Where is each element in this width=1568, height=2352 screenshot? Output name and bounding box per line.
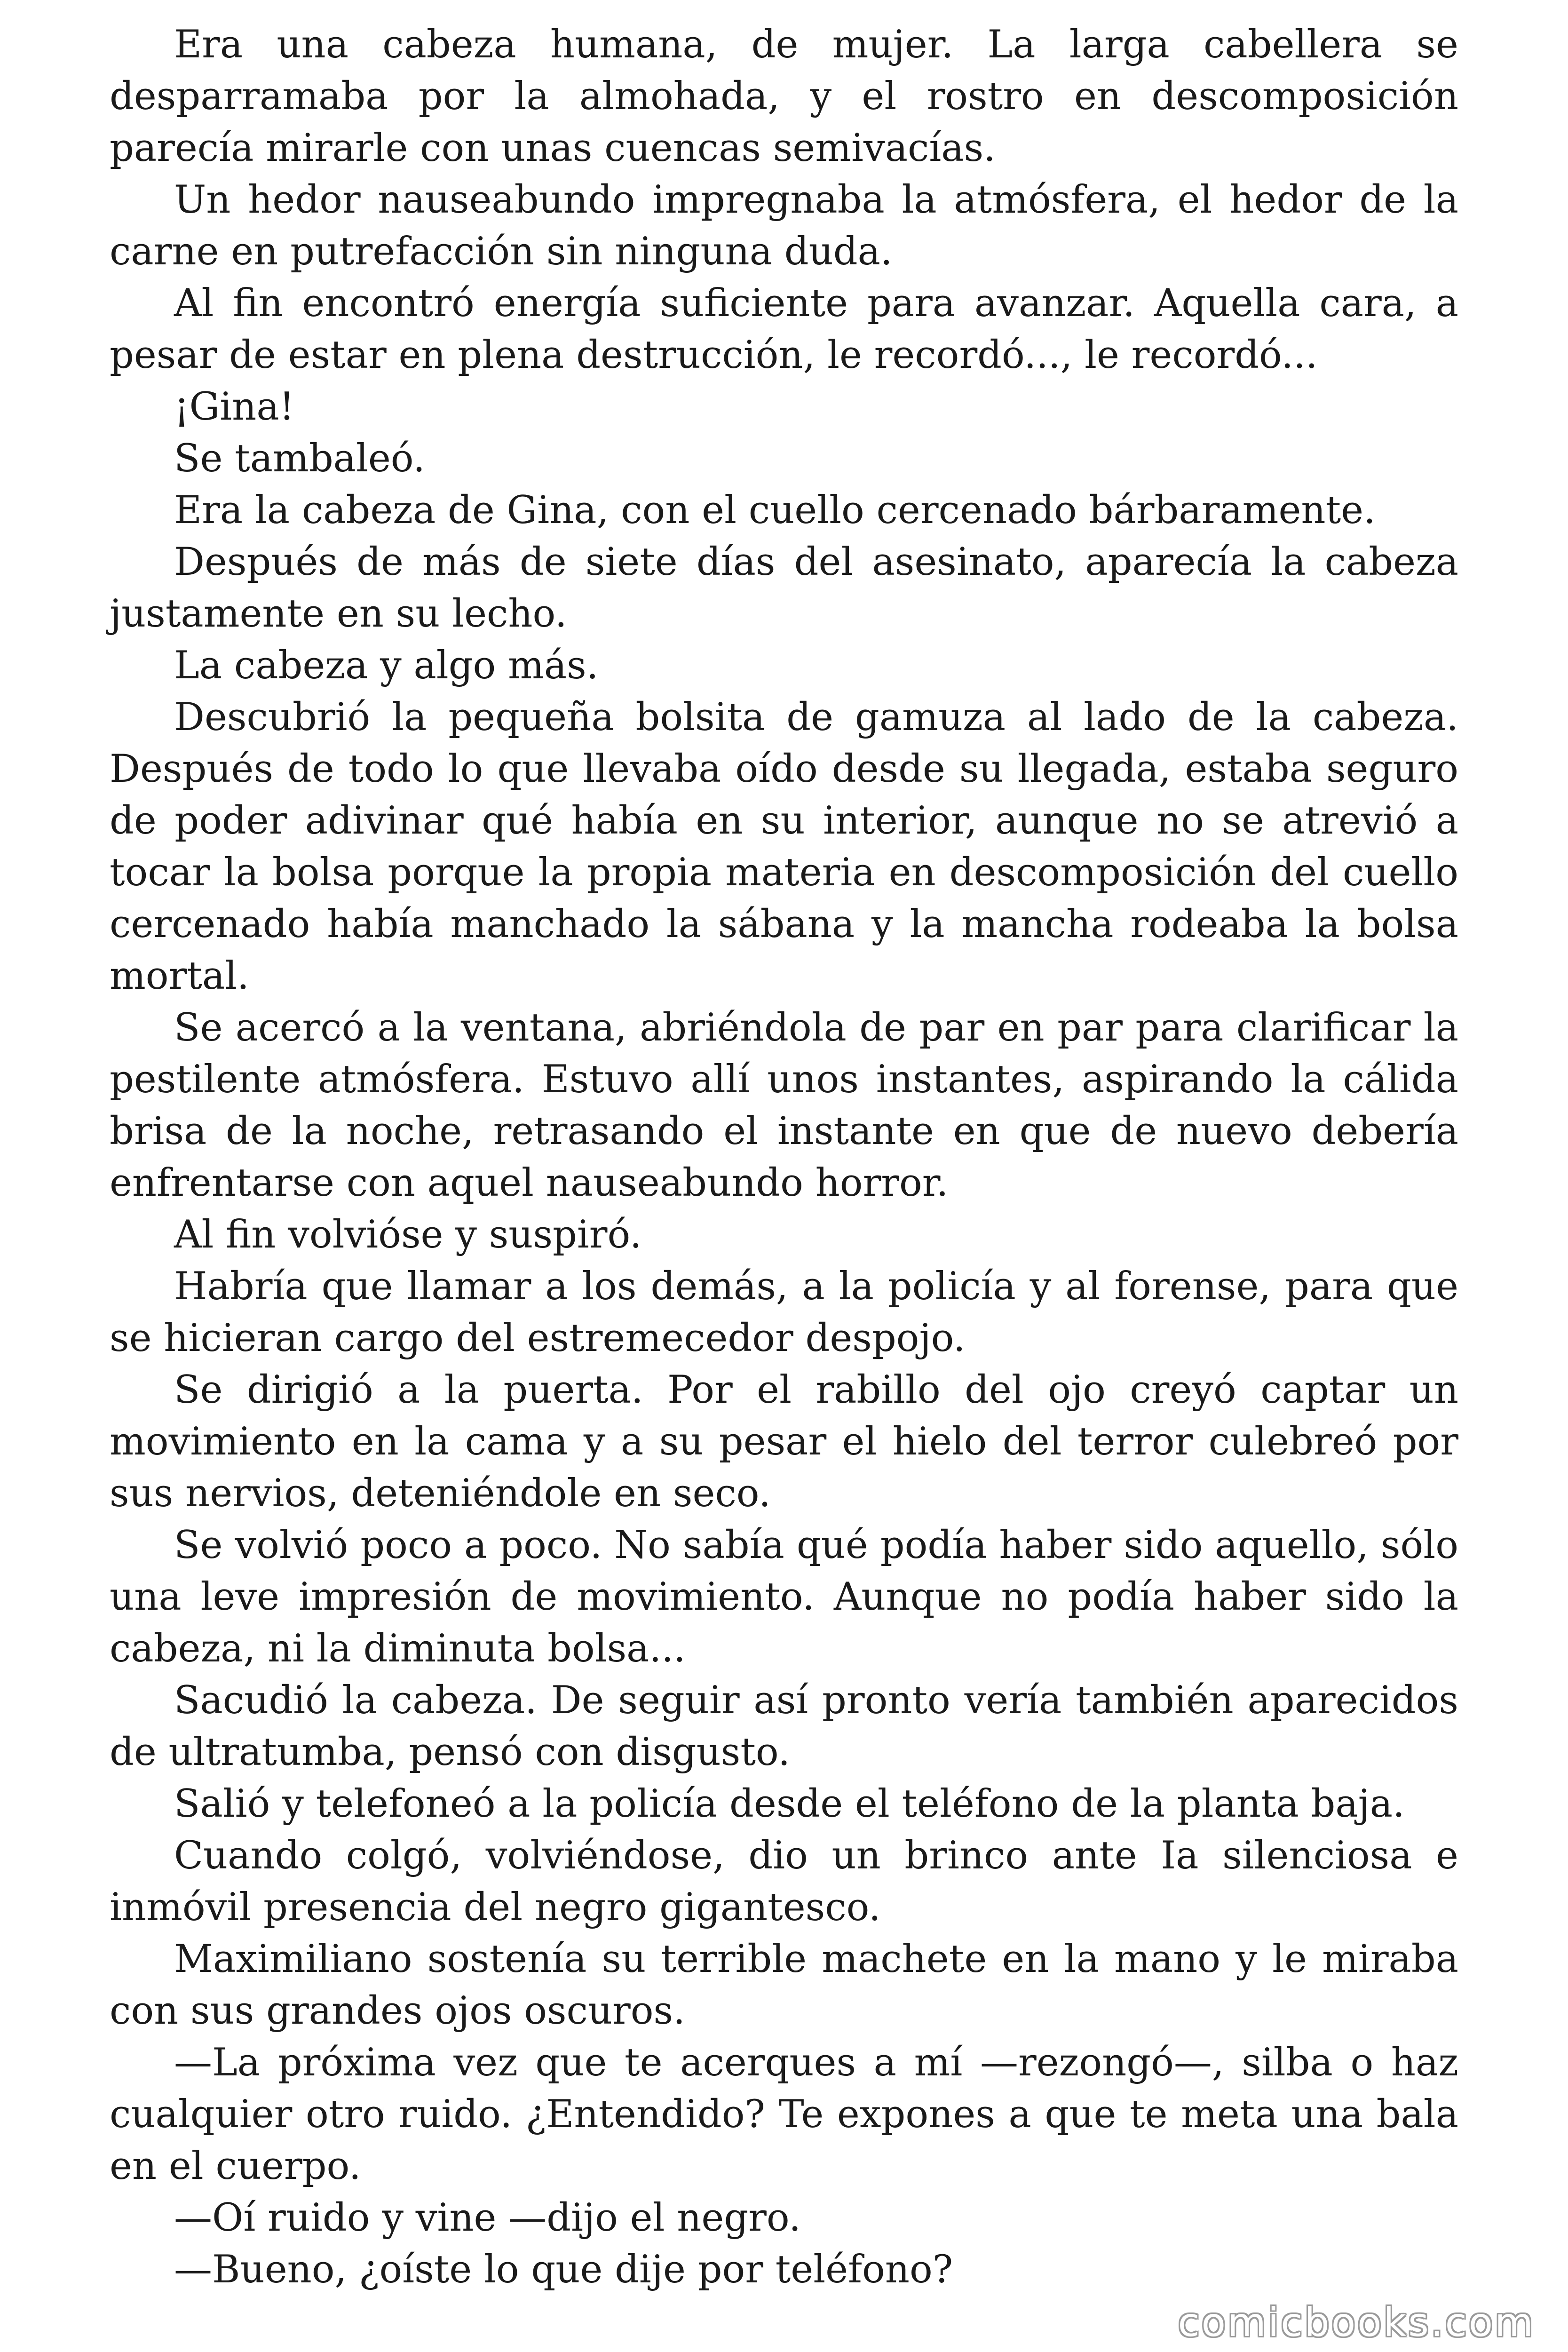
paragraph-9: Descubrió la pequeña bolsita de gamuza al lado de la cabeza. Después de todo lo que llevaba oído desde su llegada, estaba seguro de poder adivinar qué había en su interior, aunque no se atrevió a tocar la bolsa porque la propia materia en descomposición del cuello cercenado había manchado la sábana y la mancha rodeaba la bolsa mortal. xyxy=(110,695,1458,998)
paragraph-5: Se tambaleó. xyxy=(174,437,425,481)
paragraph-3: Al fin encontró energía suficiente para avanzar. Aquella cara, a pesar de estar en plena destrucción, le recordó..., le recordó... xyxy=(110,281,1458,377)
paragraph-6: Era la cabeza de Gina, con el cuello cercenado bárbaramente. xyxy=(174,488,1376,532)
paragraph-18: Maximiliano sostenía su terrible machete en la mano y le miraba con sus grandes ojos oscuros. xyxy=(110,1937,1458,2033)
paragraph-16: Salió y telefoneó a la policía desde el teléfono de la planta baja. xyxy=(174,1782,1405,1826)
paragraph-2: Un hedor nauseabundo impregnaba la atmósfera, el hedor de la carne en putrefacción sin ninguna duda. xyxy=(110,178,1458,274)
paragraph-20: —Oí ruido y vine —dijo el negro. xyxy=(174,2196,801,2240)
paragraph-7: Después de más de siete días del asesinato, aparecía la cabeza justamente en su lecho. xyxy=(110,540,1458,636)
paragraph-1: Era una cabeza humana, de mujer. La larga cabellera se desparramaba por la almohada, y el rostro en descomposición parecía mirarle con unas cuencas semivacías. xyxy=(110,23,1458,170)
paragraph-11: Al fin volvióse y suspiró. xyxy=(174,1213,642,1257)
paragraph-8: La cabeza y algo más. xyxy=(174,644,599,688)
paragraph-15: Sacudió la cabeza. De seguir así pronto vería también aparecidos de ultratumba, pensó con disgusto. xyxy=(110,1678,1458,1774)
paragraph-14: Se volvió poco a poco. No sabía qué podía haber sido aquello, sólo una leve impresión de movimiento. Aunque no podía haber sido la cabeza, ni la diminuta bolsa... xyxy=(110,1523,1458,1671)
paragraph-17: Cuando colgó, volviéndose, dio un brinco ante Ia silenciosa e inmóvil presencia del negro gigantesco. xyxy=(110,1834,1458,1930)
book-page-text xyxy=(110,19,1458,2296)
paragraph-13: Se dirigió a la puerta. Por el rabillo del ojo creyó captar un movimiento en la cama y a su pesar el hielo del terror culebreó por sus nervios, deteniéndole en seco. xyxy=(110,1368,1458,1516)
paragraph-21: —Bueno, ¿oíste lo que dije por teléfono? xyxy=(174,2248,953,2292)
paragraph-19: —La próxima vez que te acerques a mí —rezongó—, silba o haz cualquier otro ruido. ¿Entendido? Te expones a que te meta una bala en el cuerpo. xyxy=(110,2041,1458,2188)
watermark-logo: comicbooks.com xyxy=(1178,2299,1535,2345)
paragraph-12: Habría que llamar a los demás, a la policía y al forense, para que se hicieran cargo del estremecedor despojo. xyxy=(110,1264,1458,1360)
paragraph-10: Se acercó a la ventana, abriéndola de par en par para clarificar la pestilente atmósfera. Estuvo allí unos instantes, aspirando la cálida brisa de la noche, retrasando el instante en que de nuevo debería enfrentarse con aquel nauseabundo horror. xyxy=(110,1006,1458,1205)
paragraph-4: ¡Gina! xyxy=(174,385,295,429)
